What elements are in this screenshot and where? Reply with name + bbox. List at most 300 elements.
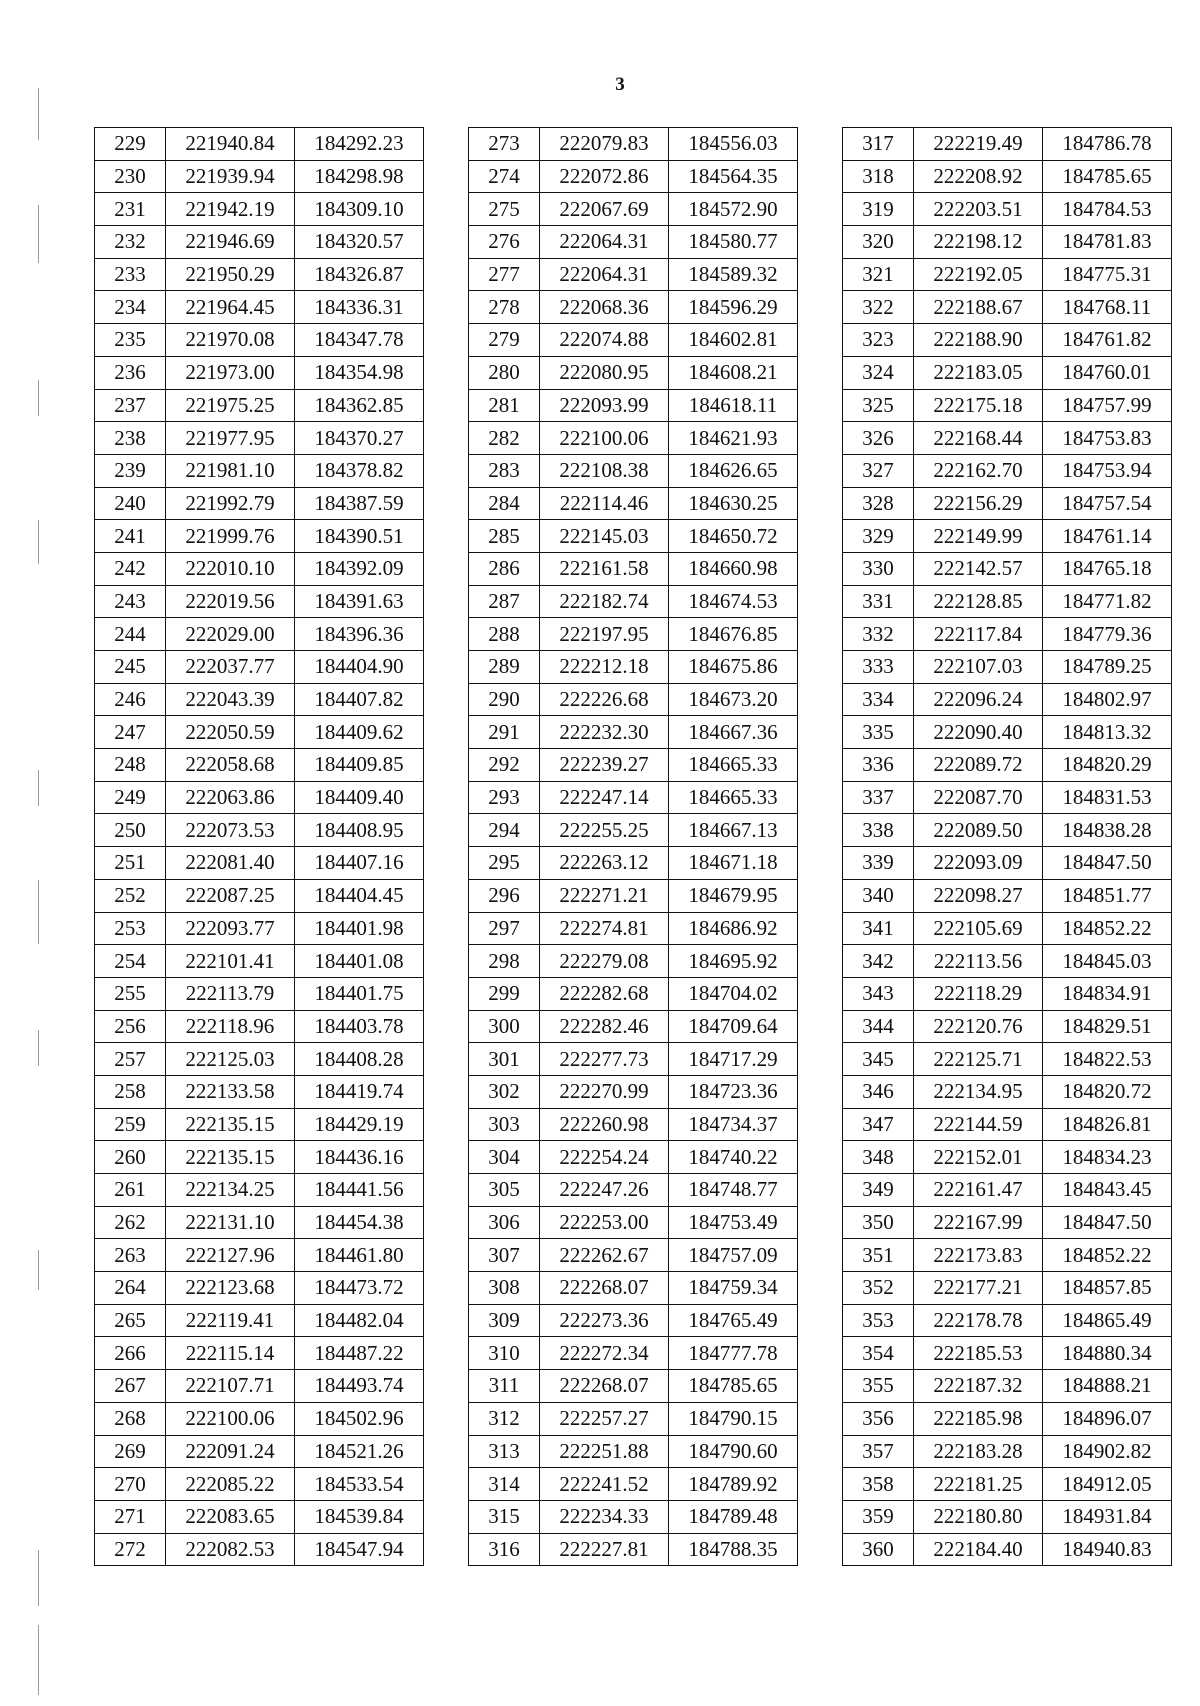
x-coordinate-cell: 221981.10 bbox=[166, 454, 295, 487]
y-coordinate-cell: 184931.84 bbox=[1043, 1500, 1172, 1533]
y-coordinate-cell: 184765.18 bbox=[1043, 552, 1172, 585]
y-coordinate-cell: 184487.22 bbox=[295, 1337, 424, 1370]
y-coordinate-cell: 184831.53 bbox=[1043, 781, 1172, 814]
y-coordinate-cell: 184717.29 bbox=[669, 1043, 798, 1076]
table-row bbox=[843, 618, 1172, 651]
point-number-cell: 238 bbox=[95, 422, 166, 455]
table-row bbox=[95, 651, 424, 684]
x-coordinate-cell: 222183.05 bbox=[914, 356, 1043, 389]
table-row bbox=[469, 520, 798, 553]
scan-margin-line bbox=[38, 880, 39, 944]
point-number-cell: 266 bbox=[95, 1337, 166, 1370]
x-coordinate-cell: 222113.79 bbox=[166, 977, 295, 1010]
y-coordinate-cell: 184621.93 bbox=[669, 422, 798, 455]
point-number-cell: 292 bbox=[469, 749, 540, 782]
table-row bbox=[843, 977, 1172, 1010]
table-row bbox=[843, 683, 1172, 716]
point-number-cell: 280 bbox=[469, 356, 540, 389]
point-number-cell: 328 bbox=[843, 487, 914, 520]
scan-margin-line bbox=[38, 380, 39, 416]
x-coordinate-cell: 222082.53 bbox=[166, 1533, 295, 1566]
point-number-cell: 319 bbox=[843, 193, 914, 226]
table-row bbox=[95, 1304, 424, 1337]
y-coordinate-cell: 184396.36 bbox=[295, 618, 424, 651]
y-coordinate-cell: 184765.49 bbox=[669, 1304, 798, 1337]
x-coordinate-cell: 222064.31 bbox=[540, 258, 669, 291]
x-coordinate-cell: 222125.71 bbox=[914, 1043, 1043, 1076]
y-coordinate-cell: 184409.40 bbox=[295, 781, 424, 814]
y-coordinate-cell: 184912.05 bbox=[1043, 1468, 1172, 1501]
table-row bbox=[469, 781, 798, 814]
x-coordinate-cell: 222019.56 bbox=[166, 585, 295, 618]
table-row bbox=[95, 160, 424, 193]
table-row bbox=[469, 1435, 798, 1468]
table-row bbox=[469, 945, 798, 978]
y-coordinate-cell: 184785.65 bbox=[1043, 160, 1172, 193]
y-coordinate-cell: 184826.81 bbox=[1043, 1108, 1172, 1141]
y-coordinate-cell: 184676.85 bbox=[669, 618, 798, 651]
y-coordinate-cell: 184392.09 bbox=[295, 552, 424, 585]
y-coordinate-cell: 184902.82 bbox=[1043, 1435, 1172, 1468]
y-coordinate-cell: 184789.48 bbox=[669, 1500, 798, 1533]
table-row bbox=[843, 1402, 1172, 1435]
y-coordinate-cell: 184723.36 bbox=[669, 1075, 798, 1108]
scan-margin-line bbox=[38, 1625, 39, 1695]
point-number-cell: 287 bbox=[469, 585, 540, 618]
point-number-cell: 332 bbox=[843, 618, 914, 651]
point-number-cell: 273 bbox=[469, 128, 540, 161]
y-coordinate-cell: 184674.53 bbox=[669, 585, 798, 618]
point-number-cell: 344 bbox=[843, 1010, 914, 1043]
y-coordinate-cell: 184786.78 bbox=[1043, 128, 1172, 161]
point-number-cell: 232 bbox=[95, 226, 166, 259]
y-coordinate-cell: 184409.62 bbox=[295, 716, 424, 749]
y-coordinate-cell: 184852.22 bbox=[1043, 1239, 1172, 1272]
x-coordinate-cell: 222073.53 bbox=[166, 814, 295, 847]
x-coordinate-cell: 222251.88 bbox=[540, 1435, 669, 1468]
point-number-cell: 259 bbox=[95, 1108, 166, 1141]
y-coordinate-cell: 184753.94 bbox=[1043, 454, 1172, 487]
x-coordinate-cell: 222074.88 bbox=[540, 324, 669, 357]
table-row bbox=[469, 1043, 798, 1076]
point-number-cell: 275 bbox=[469, 193, 540, 226]
point-number-cell: 229 bbox=[95, 128, 166, 161]
point-number-cell: 302 bbox=[469, 1075, 540, 1108]
table-row bbox=[843, 193, 1172, 226]
table-row bbox=[469, 291, 798, 324]
point-number-cell: 298 bbox=[469, 945, 540, 978]
y-coordinate-cell: 184888.21 bbox=[1043, 1370, 1172, 1403]
x-coordinate-cell: 222185.53 bbox=[914, 1337, 1043, 1370]
y-coordinate-cell: 184454.38 bbox=[295, 1206, 424, 1239]
point-number-cell: 307 bbox=[469, 1239, 540, 1272]
x-coordinate-cell: 222203.51 bbox=[914, 193, 1043, 226]
y-coordinate-cell: 184547.94 bbox=[295, 1533, 424, 1566]
table-row bbox=[95, 618, 424, 651]
x-coordinate-cell: 222029.00 bbox=[166, 618, 295, 651]
point-number-cell: 270 bbox=[95, 1468, 166, 1501]
y-coordinate-cell: 184789.92 bbox=[669, 1468, 798, 1501]
point-number-cell: 333 bbox=[843, 651, 914, 684]
table-row bbox=[469, 683, 798, 716]
page-number: 3 bbox=[615, 74, 625, 95]
x-coordinate-cell: 222270.99 bbox=[540, 1075, 669, 1108]
x-coordinate-cell: 222144.59 bbox=[914, 1108, 1043, 1141]
y-coordinate-cell: 184857.85 bbox=[1043, 1272, 1172, 1305]
x-coordinate-cell: 222133.58 bbox=[166, 1075, 295, 1108]
y-coordinate-cell: 184580.77 bbox=[669, 226, 798, 259]
point-number-cell: 290 bbox=[469, 683, 540, 716]
point-number-cell: 345 bbox=[843, 1043, 914, 1076]
y-coordinate-cell: 184896.07 bbox=[1043, 1402, 1172, 1435]
point-number-cell: 279 bbox=[469, 324, 540, 357]
table-row bbox=[469, 1141, 798, 1174]
point-number-cell: 324 bbox=[843, 356, 914, 389]
x-coordinate-cell: 222127.96 bbox=[166, 1239, 295, 1272]
x-coordinate-cell: 222128.85 bbox=[914, 585, 1043, 618]
point-number-cell: 340 bbox=[843, 879, 914, 912]
y-coordinate-cell: 184292.23 bbox=[295, 128, 424, 161]
y-coordinate-cell: 184843.45 bbox=[1043, 1174, 1172, 1207]
y-coordinate-cell: 184608.21 bbox=[669, 356, 798, 389]
point-number-cell: 284 bbox=[469, 487, 540, 520]
x-coordinate-cell: 222197.95 bbox=[540, 618, 669, 651]
table-row bbox=[95, 226, 424, 259]
scan-margin-line bbox=[38, 1250, 39, 1290]
point-number-cell: 357 bbox=[843, 1435, 914, 1468]
table-row bbox=[843, 160, 1172, 193]
table-row bbox=[469, 749, 798, 782]
x-coordinate-cell: 222268.07 bbox=[540, 1272, 669, 1305]
x-coordinate-cell: 222085.22 bbox=[166, 1468, 295, 1501]
x-coordinate-cell: 222219.49 bbox=[914, 128, 1043, 161]
table-row bbox=[95, 454, 424, 487]
point-number-cell: 351 bbox=[843, 1239, 914, 1272]
point-number-cell: 230 bbox=[95, 160, 166, 193]
x-coordinate-cell: 222068.36 bbox=[540, 291, 669, 324]
x-coordinate-cell: 222142.57 bbox=[914, 552, 1043, 585]
point-number-cell: 359 bbox=[843, 1500, 914, 1533]
point-number-cell: 356 bbox=[843, 1402, 914, 1435]
point-number-cell: 282 bbox=[469, 422, 540, 455]
x-coordinate-cell: 222168.44 bbox=[914, 422, 1043, 455]
table-row bbox=[843, 1206, 1172, 1239]
y-coordinate-cell: 184401.98 bbox=[295, 912, 424, 945]
y-coordinate-cell: 184761.82 bbox=[1043, 324, 1172, 357]
y-coordinate-cell: 184757.99 bbox=[1043, 389, 1172, 422]
y-coordinate-cell: 184759.34 bbox=[669, 1272, 798, 1305]
y-coordinate-cell: 184408.95 bbox=[295, 814, 424, 847]
coordinates-table-1 bbox=[94, 127, 424, 1566]
x-coordinate-cell: 222241.52 bbox=[540, 1468, 669, 1501]
table-row bbox=[843, 291, 1172, 324]
scan-margin-line bbox=[38, 1030, 39, 1066]
x-coordinate-cell: 222090.40 bbox=[914, 716, 1043, 749]
point-number-cell: 265 bbox=[95, 1304, 166, 1337]
y-coordinate-cell: 184757.54 bbox=[1043, 487, 1172, 520]
y-coordinate-cell: 184679.95 bbox=[669, 879, 798, 912]
point-number-cell: 283 bbox=[469, 454, 540, 487]
table-row bbox=[843, 716, 1172, 749]
scan-margin-line bbox=[38, 1550, 39, 1606]
table-row bbox=[95, 1043, 424, 1076]
point-number-cell: 316 bbox=[469, 1533, 540, 1566]
y-coordinate-cell: 184686.92 bbox=[669, 912, 798, 945]
table-body bbox=[843, 128, 1172, 1566]
table-row bbox=[95, 552, 424, 585]
x-coordinate-cell: 222118.29 bbox=[914, 977, 1043, 1010]
point-number-cell: 329 bbox=[843, 520, 914, 553]
table-row bbox=[843, 847, 1172, 880]
x-coordinate-cell: 222185.98 bbox=[914, 1402, 1043, 1435]
x-coordinate-cell: 222149.99 bbox=[914, 520, 1043, 553]
table-row bbox=[95, 945, 424, 978]
table-row bbox=[95, 716, 424, 749]
point-number-cell: 311 bbox=[469, 1370, 540, 1403]
table-row bbox=[95, 1010, 424, 1043]
table-row bbox=[843, 1435, 1172, 1468]
x-coordinate-cell: 222100.06 bbox=[540, 422, 669, 455]
table-row bbox=[843, 1500, 1172, 1533]
y-coordinate-cell: 184771.82 bbox=[1043, 585, 1172, 618]
table-row bbox=[843, 226, 1172, 259]
table-row bbox=[843, 1239, 1172, 1272]
point-number-cell: 243 bbox=[95, 585, 166, 618]
point-number-cell: 300 bbox=[469, 1010, 540, 1043]
y-coordinate-cell: 184675.86 bbox=[669, 651, 798, 684]
y-coordinate-cell: 184564.35 bbox=[669, 160, 798, 193]
point-number-cell: 342 bbox=[843, 945, 914, 978]
y-coordinate-cell: 184401.08 bbox=[295, 945, 424, 978]
point-number-cell: 286 bbox=[469, 552, 540, 585]
table-row bbox=[95, 487, 424, 520]
y-coordinate-cell: 184667.13 bbox=[669, 814, 798, 847]
table-row bbox=[843, 814, 1172, 847]
x-coordinate-cell: 222175.18 bbox=[914, 389, 1043, 422]
x-coordinate-cell: 222257.27 bbox=[540, 1402, 669, 1435]
table-row bbox=[843, 651, 1172, 684]
table-row bbox=[469, 324, 798, 357]
point-number-cell: 301 bbox=[469, 1043, 540, 1076]
x-coordinate-cell: 222254.24 bbox=[540, 1141, 669, 1174]
table-row bbox=[469, 977, 798, 1010]
point-number-cell: 276 bbox=[469, 226, 540, 259]
table-row bbox=[95, 1272, 424, 1305]
x-coordinate-cell: 222188.90 bbox=[914, 324, 1043, 357]
y-coordinate-cell: 184790.15 bbox=[669, 1402, 798, 1435]
point-number-cell: 308 bbox=[469, 1272, 540, 1305]
y-coordinate-cell: 184834.23 bbox=[1043, 1141, 1172, 1174]
table-row bbox=[843, 781, 1172, 814]
y-coordinate-cell: 184777.78 bbox=[669, 1337, 798, 1370]
table-row bbox=[843, 749, 1172, 782]
y-coordinate-cell: 184761.14 bbox=[1043, 520, 1172, 553]
point-number-cell: 325 bbox=[843, 389, 914, 422]
x-coordinate-cell: 222098.27 bbox=[914, 879, 1043, 912]
point-number-cell: 347 bbox=[843, 1108, 914, 1141]
point-number-cell: 337 bbox=[843, 781, 914, 814]
table-row bbox=[95, 356, 424, 389]
y-coordinate-cell: 184760.01 bbox=[1043, 356, 1172, 389]
y-coordinate-cell: 184407.82 bbox=[295, 683, 424, 716]
table-row bbox=[469, 128, 798, 161]
table-row bbox=[843, 1174, 1172, 1207]
table-body bbox=[95, 128, 424, 1566]
x-coordinate-cell: 222072.86 bbox=[540, 160, 669, 193]
x-coordinate-cell: 222255.25 bbox=[540, 814, 669, 847]
table-row bbox=[95, 1337, 424, 1370]
x-coordinate-cell: 222253.00 bbox=[540, 1206, 669, 1239]
table-row bbox=[469, 814, 798, 847]
point-number-cell: 335 bbox=[843, 716, 914, 749]
table-row bbox=[469, 879, 798, 912]
x-coordinate-cell: 221977.95 bbox=[166, 422, 295, 455]
point-number-cell: 293 bbox=[469, 781, 540, 814]
table-row bbox=[469, 552, 798, 585]
table-row bbox=[95, 1239, 424, 1272]
table-row bbox=[843, 585, 1172, 618]
x-coordinate-cell: 221950.29 bbox=[166, 258, 295, 291]
x-coordinate-cell: 222262.67 bbox=[540, 1239, 669, 1272]
coordinates-table-3 bbox=[842, 127, 1172, 1566]
y-coordinate-cell: 184533.54 bbox=[295, 1468, 424, 1501]
table-row bbox=[95, 1206, 424, 1239]
x-coordinate-cell: 222227.81 bbox=[540, 1533, 669, 1566]
table-row bbox=[843, 912, 1172, 945]
y-coordinate-cell: 184298.98 bbox=[295, 160, 424, 193]
point-number-cell: 274 bbox=[469, 160, 540, 193]
y-coordinate-cell: 184790.60 bbox=[669, 1435, 798, 1468]
x-coordinate-cell: 222064.31 bbox=[540, 226, 669, 259]
y-coordinate-cell: 184880.34 bbox=[1043, 1337, 1172, 1370]
x-coordinate-cell: 222037.77 bbox=[166, 651, 295, 684]
y-coordinate-cell: 184378.82 bbox=[295, 454, 424, 487]
table-row bbox=[469, 1108, 798, 1141]
x-coordinate-cell: 222188.67 bbox=[914, 291, 1043, 324]
point-number-cell: 299 bbox=[469, 977, 540, 1010]
x-coordinate-cell: 222058.68 bbox=[166, 749, 295, 782]
table-row bbox=[95, 1370, 424, 1403]
point-number-cell: 320 bbox=[843, 226, 914, 259]
table-row bbox=[843, 324, 1172, 357]
table-row bbox=[469, 1239, 798, 1272]
x-coordinate-cell: 222010.10 bbox=[166, 552, 295, 585]
x-coordinate-cell: 222161.58 bbox=[540, 552, 669, 585]
point-number-cell: 304 bbox=[469, 1141, 540, 1174]
x-coordinate-cell: 222260.98 bbox=[540, 1108, 669, 1141]
table-row bbox=[469, 487, 798, 520]
y-coordinate-cell: 184785.65 bbox=[669, 1370, 798, 1403]
y-coordinate-cell: 184779.36 bbox=[1043, 618, 1172, 651]
y-coordinate-cell: 184493.74 bbox=[295, 1370, 424, 1403]
point-number-cell: 305 bbox=[469, 1174, 540, 1207]
point-number-cell: 317 bbox=[843, 128, 914, 161]
table-row bbox=[469, 651, 798, 684]
x-coordinate-cell: 222263.12 bbox=[540, 847, 669, 880]
x-coordinate-cell: 222177.21 bbox=[914, 1272, 1043, 1305]
y-coordinate-cell: 184602.81 bbox=[669, 324, 798, 357]
table-row bbox=[843, 487, 1172, 520]
x-coordinate-cell: 222208.92 bbox=[914, 160, 1043, 193]
point-number-cell: 268 bbox=[95, 1402, 166, 1435]
point-number-cell: 253 bbox=[95, 912, 166, 945]
point-number-cell: 248 bbox=[95, 749, 166, 782]
point-number-cell: 263 bbox=[95, 1239, 166, 1272]
table-row bbox=[469, 422, 798, 455]
table-row bbox=[469, 912, 798, 945]
x-coordinate-cell: 222083.65 bbox=[166, 1500, 295, 1533]
x-coordinate-cell: 222198.12 bbox=[914, 226, 1043, 259]
point-number-cell: 353 bbox=[843, 1304, 914, 1337]
coordinates-table-2 bbox=[468, 127, 798, 1566]
y-coordinate-cell: 184461.80 bbox=[295, 1239, 424, 1272]
x-coordinate-cell: 222282.46 bbox=[540, 1010, 669, 1043]
x-coordinate-cell: 222080.95 bbox=[540, 356, 669, 389]
point-number-cell: 239 bbox=[95, 454, 166, 487]
x-coordinate-cell: 222114.46 bbox=[540, 487, 669, 520]
table-row bbox=[95, 422, 424, 455]
table-row bbox=[95, 1075, 424, 1108]
x-coordinate-cell: 222081.40 bbox=[166, 847, 295, 880]
y-coordinate-cell: 184740.22 bbox=[669, 1141, 798, 1174]
x-coordinate-cell: 222183.28 bbox=[914, 1435, 1043, 1468]
table-row bbox=[95, 683, 424, 716]
table-row bbox=[469, 1402, 798, 1435]
x-coordinate-cell: 222192.05 bbox=[914, 258, 1043, 291]
table-row bbox=[843, 356, 1172, 389]
point-number-cell: 334 bbox=[843, 683, 914, 716]
point-number-cell: 234 bbox=[95, 291, 166, 324]
point-number-cell: 313 bbox=[469, 1435, 540, 1468]
point-number-cell: 321 bbox=[843, 258, 914, 291]
point-number-cell: 306 bbox=[469, 1206, 540, 1239]
x-coordinate-cell: 222212.18 bbox=[540, 651, 669, 684]
y-coordinate-cell: 184734.37 bbox=[669, 1108, 798, 1141]
point-number-cell: 309 bbox=[469, 1304, 540, 1337]
y-coordinate-cell: 184660.98 bbox=[669, 552, 798, 585]
table-row bbox=[843, 1468, 1172, 1501]
point-number-cell: 240 bbox=[95, 487, 166, 520]
scan-margin-line bbox=[38, 88, 39, 140]
table-row bbox=[469, 1075, 798, 1108]
y-coordinate-cell: 184320.57 bbox=[295, 226, 424, 259]
table-row bbox=[469, 1533, 798, 1566]
point-number-cell: 277 bbox=[469, 258, 540, 291]
point-number-cell: 264 bbox=[95, 1272, 166, 1305]
point-number-cell: 326 bbox=[843, 422, 914, 455]
y-coordinate-cell: 184556.03 bbox=[669, 128, 798, 161]
point-number-cell: 261 bbox=[95, 1174, 166, 1207]
y-coordinate-cell: 184695.92 bbox=[669, 945, 798, 978]
point-number-cell: 296 bbox=[469, 879, 540, 912]
y-coordinate-cell: 184671.18 bbox=[669, 847, 798, 880]
y-coordinate-cell: 184709.64 bbox=[669, 1010, 798, 1043]
y-coordinate-cell: 184802.97 bbox=[1043, 683, 1172, 716]
scan-margin-line bbox=[38, 770, 39, 806]
x-coordinate-cell: 222187.32 bbox=[914, 1370, 1043, 1403]
x-coordinate-cell: 222087.70 bbox=[914, 781, 1043, 814]
x-coordinate-cell: 222119.41 bbox=[166, 1304, 295, 1337]
x-coordinate-cell: 222135.15 bbox=[166, 1141, 295, 1174]
point-number-cell: 360 bbox=[843, 1533, 914, 1566]
table-row bbox=[469, 1468, 798, 1501]
x-coordinate-cell: 222282.68 bbox=[540, 977, 669, 1010]
table-row bbox=[95, 912, 424, 945]
x-coordinate-cell: 222234.33 bbox=[540, 1500, 669, 1533]
y-coordinate-cell: 184354.98 bbox=[295, 356, 424, 389]
point-number-cell: 346 bbox=[843, 1075, 914, 1108]
y-coordinate-cell: 184650.72 bbox=[669, 520, 798, 553]
